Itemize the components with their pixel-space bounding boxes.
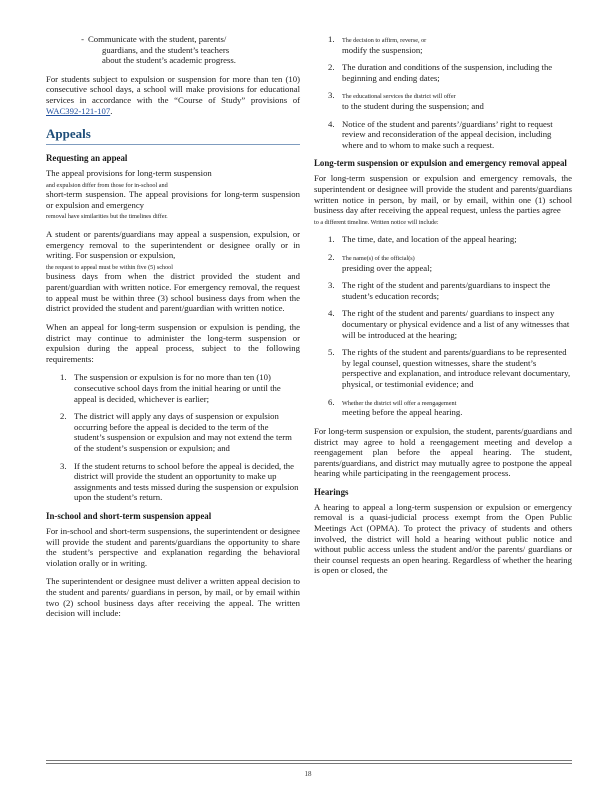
communicate-bullet [46, 34, 300, 66]
bullet-line: Communicate with the student, parents/ [88, 34, 227, 44]
reengagement-paragraph: For long-term suspension or expulsion, the student, parents/guardians and district may agree to hold a reengagement meeting and develop a reengagement plan before the appeal hearing. The student, parents/guardians, and district may mutually agree to postpone the appeal hearing while participating in the reengagement process. [314, 425, 572, 479]
notice-contents-list [314, 234, 572, 418]
list-item: 3. The right of the student and parents/guardians to inspect the student’s education records; [328, 280, 551, 301]
footer-divider [46, 760, 572, 761]
bullet-line: about the student’s academic progress. [102, 55, 236, 66]
hearings-paragraph: A hearing to appeal a long-term suspension or expulsion or emergency removal is a quasi-judicial process exempt from the Open Public Meetings Act (OPMA). To protect the privacy of students and others involved, the district will hold a hearing without public notice and without public access unless the student and/or the parents/ guardians or their counsel requests an open hearing. Regardless of whether the hearing is open or closed, the [314, 501, 572, 576]
appeal-provisions-paragraph: The appeal provisions for long-term suspension and expulsion differ from those for in-school and short-term suspension. The appeal provisions for long-term suspension or expulsion and emergency removal have similarities but the timelines differ. [46, 167, 300, 221]
left-column [46, 34, 300, 627]
footer-divider [46, 763, 572, 764]
inschool-appeal-heading: In-school and short-term suspension appeal [46, 511, 212, 522]
list-item: 6. Whether the district will offer a reengagement meeting before the appeal hearing. [328, 396, 463, 418]
decision-contents-list [314, 34, 572, 150]
list-item: 1. The time, date, and location of the appeal hearing; [328, 234, 517, 245]
requesting-appeal-heading: Requesting an appeal [46, 153, 128, 164]
list-item: 3. The educational services the district will offer to the student during the suspension; and [328, 90, 484, 112]
expulsion-services-paragraph: For students subject to expulsion or suspension for more than ten (10) consecutive school days, a school will make provisions for educational services in accordance with the “Course of Study” provisions of WAC392-121-107. [46, 73, 300, 116]
list-item: 2. The district will apply any days of suspension or expulsion occurring before the appeal is decided to the term of the student’s suspension or expulsion and may not extend the term of the student’s suspension or expulsion; and [60, 411, 292, 453]
list-item: 3. If the student returns to school before the appeal is decided, the district will provide the student an opportunity to make up assignments and tests missed during the suspension or expulsion upon the student’s return. [60, 460, 299, 503]
longterm-notice-paragraph: For long-term suspension or expulsion and emergency removals, the superintendent or designee will provide the student and parents/guardians written notice in person, by mail, or by email, within one (1) school business day after receiving the appeal request, unless the parties agree to a different timeline. Written notice will include: [314, 173, 572, 226]
pending-requirements-list [46, 372, 300, 503]
list-item: 4. The right of the student and parents/ guardians to inspect any documentary or physical evidence and a list of any witnesses that will be introduced at the hearing; [328, 308, 570, 340]
list-item: 4. Notice of the student and parents’/guardians’ right to request review and reconsideration of the appeal decision, including where and to whom to make such a request. [328, 118, 553, 150]
bullet-dash: - [81, 34, 84, 44]
list-item: 2. The duration and conditions of the suspension, including the beginning and ending dates; [328, 62, 553, 83]
appeal-request-paragraph: A student or parents/guardians may appeal a suspension, expulsion, or emergency removal to the superintendent or designee orally or in writing. For suspension or expulsion, the request to appeal must be within five (5) school business days from when the district provided the student and parent/guardian with written notice. For emergency removal, the request to appeal must be within three (3) school business days from when the district provided the student and parent/guardian with written notice. [46, 229, 300, 314]
right-column [314, 34, 572, 584]
list-item: 5. The rights of the student and parents/guardians to be represented by legal counsel, question witnesses, share the student’s perspective and explanation, and introduce relevant documentary, physical, or testimonial evidence; and [328, 347, 571, 390]
list-item: 1. The decision to affirm, reverse, or modify the suspension; [328, 34, 427, 55]
pending-appeal-paragraph: When an appeal for long-term suspension or expulsion is pending, the district may continue to administer the long-term suspension or expulsion during the appeal process, subject to the following requirements: [46, 321, 300, 364]
bullet-line: guardians, and the student’s teachers [102, 44, 230, 55]
section-divider [46, 144, 300, 145]
appeals-heading: Appeals [46, 126, 91, 142]
hearings-heading: Hearings [314, 486, 349, 497]
list-item: 1. The suspension or expulsion is for no more than ten (10) consecutive school days from the initial hearing or until the appeal is decided, whichever is earlier; [60, 372, 281, 404]
list-item: 2. The name(s) of the official(s) presiding over the appeal; [328, 252, 432, 273]
inschool-paragraph: For in-school and short-term suspensions, the superintendent or designee will provide the student and parents/guardians the opportunity to share the student’s perspective and explanation regarding the behavioral violation orally or in writing. [46, 525, 300, 568]
page-number: 18 [304, 770, 312, 778]
longterm-appeal-heading: Long-term suspension or expulsion and emergency removal appeal [314, 158, 567, 169]
wac-link[interactable]: WAC392-121-107 [46, 105, 111, 116]
written-decision-paragraph: The superintendent or designee must deliver a written appeal decision to the student and parents/ guardians in person, by mail, or by email within two (2) school business days after receiving the appeal. The written decision will include: [46, 576, 300, 619]
